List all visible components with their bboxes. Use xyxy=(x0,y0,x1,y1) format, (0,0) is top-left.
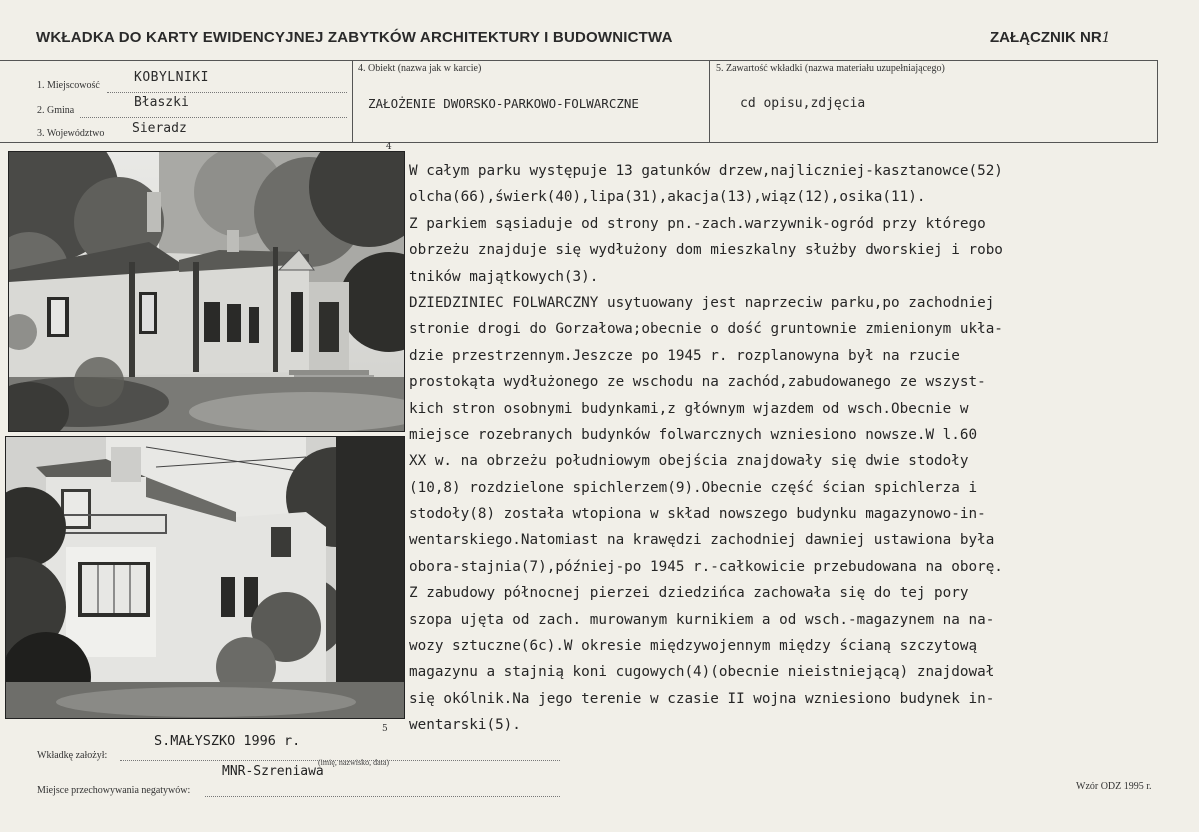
annex-number: 1 xyxy=(1101,30,1111,46)
obiekt-value: ZAŁOŻENIE DWORSKO-PARKOWO-FOLWARCZNE xyxy=(368,96,639,111)
divider xyxy=(709,60,710,142)
description-text xyxy=(409,158,1169,739)
text-line: obora-stajnia(7),później-po 1945 r.-całkowicie przebudowana na oborę. xyxy=(409,558,1003,575)
text-line: miejsce rozebranych budynków folwarcznych wzniesiono nowsze.W l.60 xyxy=(409,426,978,443)
author-value: S.MAŁYSZKO 1996 r. xyxy=(154,733,301,749)
card-title: WKŁADKA DO KARTY EWIDENCYJNEJ ZABYTKÓW ARCHITEKTURY I BUDOWNICTWA xyxy=(36,29,673,46)
text-line: wozy sztuczne(6c).W okresie międzywojennym między ścianą szczytową xyxy=(409,638,978,655)
manor-house-image xyxy=(9,152,404,431)
text-line: dzie przestrzennym.Jeszcze po 1945 r. rozplanowyna był na rzucie xyxy=(409,347,960,364)
text-line: wentarski(5). xyxy=(409,717,521,734)
dotted-line xyxy=(205,796,560,797)
author-label: Wkładkę założył: xyxy=(37,750,108,761)
miejscowosc-value: KOBYLNIKI xyxy=(134,70,209,85)
text-line: stodoły(8) została wtopiona w skład nowszego budynku magazynowo-in- xyxy=(409,506,986,523)
text-line: wentarskiego.Natomiast na krawędzi zachodniej dawniej ustawiona była xyxy=(409,532,995,549)
annex-label xyxy=(990,29,1111,46)
photo-manor-house xyxy=(8,151,405,432)
photo-side-view xyxy=(5,436,405,719)
miejscowosc-label: 1. Miejscowość xyxy=(37,80,100,91)
negatives-location-value: MNR-Szreniawa xyxy=(222,764,324,779)
obiekt-label: 4. Obiekt (nazwa jak w karcie) xyxy=(358,63,482,74)
side-view-image xyxy=(6,437,404,718)
wojewodztwo-label: 3. Województwo xyxy=(37,128,105,139)
text-line: olcha(66),świerk(40),lipa(31),akacja(13),wiąz(12),osika(11). xyxy=(409,189,926,206)
text-line: tników majątkowych(3). xyxy=(409,268,599,285)
text-line: kich stron osobnymi budynkami,z głównym wjazdem od wsch.Obecnie w xyxy=(409,400,969,417)
author-hint: (imię, nazwisko, data) xyxy=(318,758,390,767)
text-line: obrzeżu znajduje się wydłużony dom mieszkalny służby dworskiej i robo xyxy=(409,242,1003,259)
divider xyxy=(352,60,353,142)
dotted-line xyxy=(80,117,347,118)
negatives-location-label: Miejsce przechowywania negatywów: xyxy=(37,785,191,796)
text-line: XX w. na obrzeżu południowym obejścia znajdowały się dwie stodoły xyxy=(409,453,969,470)
text-line: prostokąta wydłużonego ze wschodu na zachód,zabudowanego ze wszyst- xyxy=(409,374,986,391)
text-line: szopa ujęta od zach. murowanym kurnikiem a od wsch.-magazynem na na- xyxy=(409,611,995,628)
form-version: Wzór ODZ 1995 r. xyxy=(1076,781,1152,792)
text-line: magazynu a stajnią koni cugowych(4)(obecnie nieistniejącą) znajdował xyxy=(409,664,995,681)
text-line: DZIEDZINIEC FOLWARCZNY usytuowany jest naprzeciw parku,po zachodniej xyxy=(409,294,995,311)
divider xyxy=(1157,60,1158,142)
text-line: stronie drogi do Gorzałowa;obecnie o dość gruntownie zmienionym ukła- xyxy=(409,321,1003,338)
annex-label-text: ZAŁĄCZNIK NR xyxy=(990,29,1102,46)
text-line: się okólnik.Na jego terenie w czasie II wojna wzniesiono budynek in- xyxy=(409,690,995,707)
gmina-value: Błaszki xyxy=(134,95,189,110)
photo-number-2: 5 xyxy=(382,724,388,734)
text-line: (10,8) rozdzielone spichlerzem(9).Obecnie część ścian spichlerza i xyxy=(409,479,978,496)
dotted-line xyxy=(107,92,347,93)
text-line: Z parkiem sąsiaduje od strony pn.-zach.warzywnik-ogród przy którego xyxy=(409,215,986,232)
gmina-label: 2. Gmina xyxy=(37,105,75,116)
text-line: Z zabudowy północnej pierzei dziedzińca zachowała się do tej pory xyxy=(409,585,969,602)
photo-number-1: 4 xyxy=(386,142,392,152)
zawartosc-label: 5. Zawartość wkładki (nazwa materiału uzupełniającego) xyxy=(716,63,945,74)
text-line: W całym parku występuje 13 gatunków drzew,najliczniej-kasztanowce(52) xyxy=(409,163,1003,179)
zawartosc-value: cd opisu,zdjęcia xyxy=(740,96,866,111)
wojewodztwo-value: Sieradz xyxy=(132,121,187,136)
